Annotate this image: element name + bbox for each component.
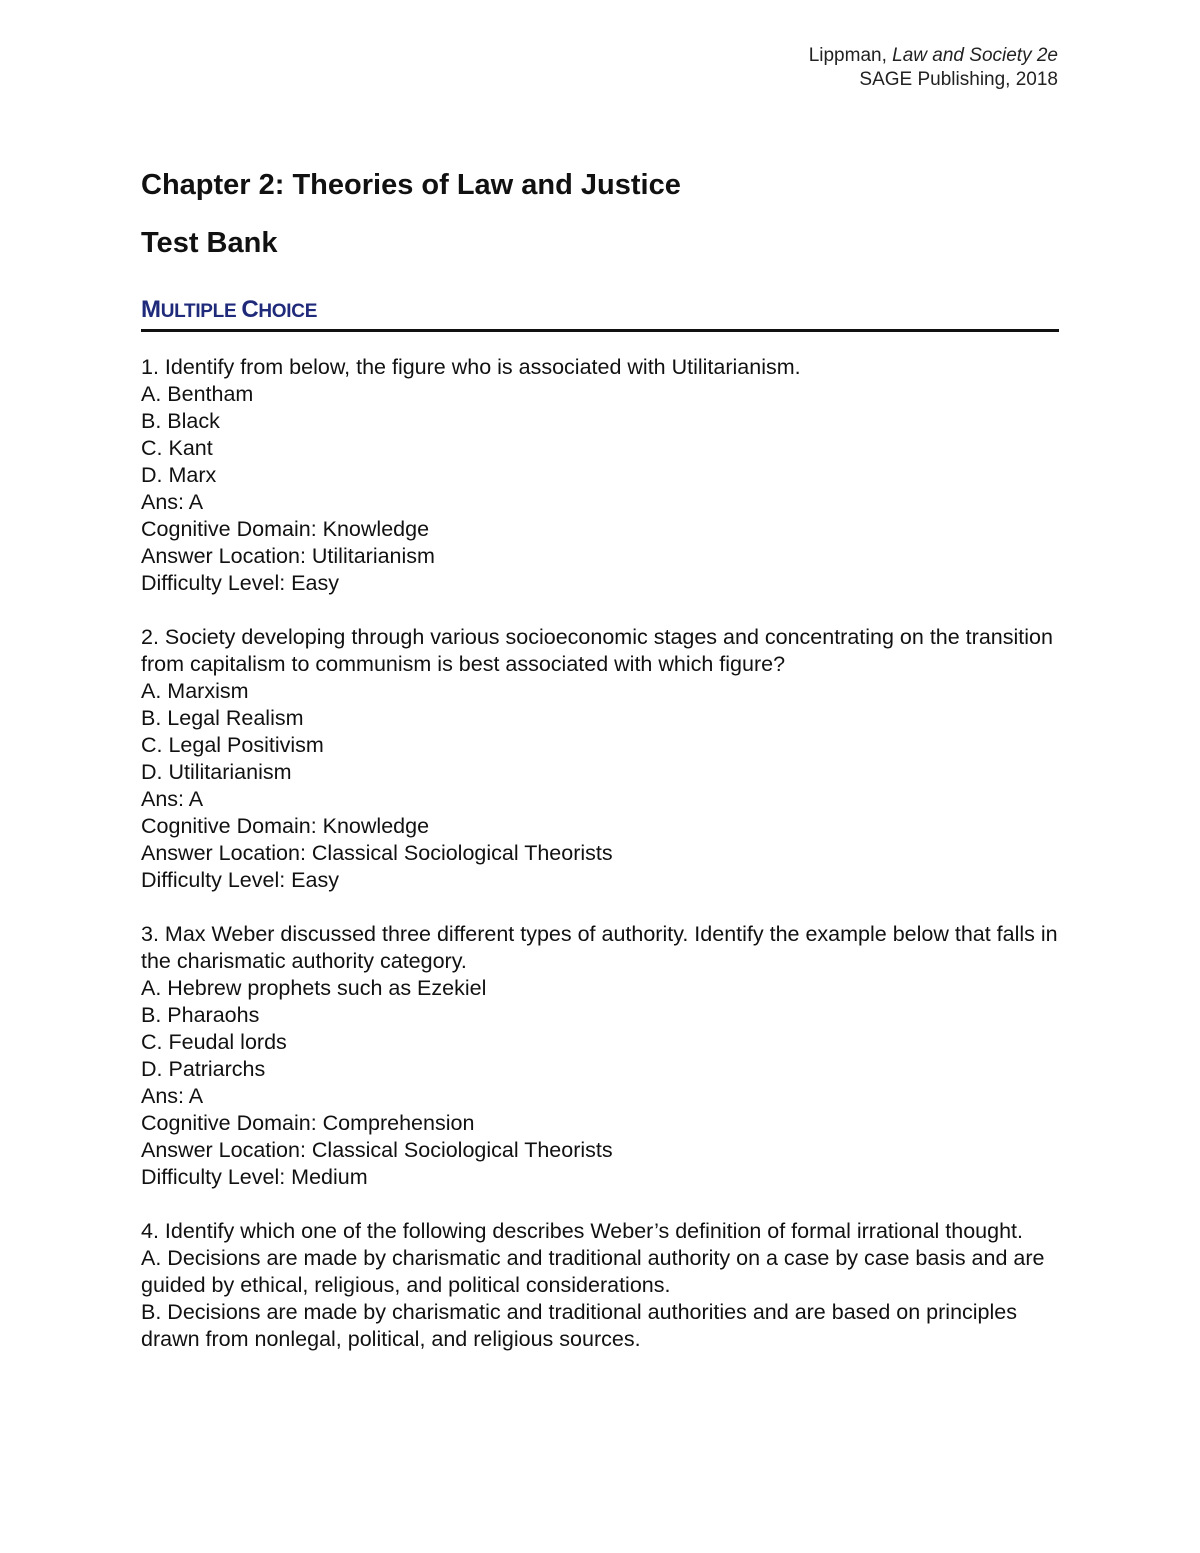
question-stem: 2. Society developing through various socioeconomic stages and concentrating on the transition from capitalism to communism is best associated with which figure? [141,625,1053,676]
answer-option: A. Marxism [141,679,249,703]
difficulty-level: Difficulty Level: Easy [141,868,339,892]
section-heading [141,297,1059,332]
answer-location: Answer Location: Utilitarianism [141,544,435,568]
difficulty-level: Difficulty Level: Easy [141,571,339,595]
answer-option: C. Feudal lords [141,1030,287,1054]
difficulty-level: Difficulty Level: Medium [141,1165,368,1189]
question-stem: 3. Max Weber discussed three different types of authority. Identify the example below that falls in the charismatic authority category. [141,922,1058,973]
cognitive-domain: Cognitive Domain: Knowledge [141,814,430,838]
answer-key: Ans: A [141,490,204,514]
question-2 [141,624,1059,894]
header-publisher: SAGE Publishing, 2018 [859,69,1058,90]
document-subtitle: Test Bank [141,227,278,259]
answer-location: Answer Location: Classical Sociological Theorists [141,1138,613,1162]
answer-option: D. Patriarchs [141,1057,266,1081]
question-list [141,354,1059,1353]
section-heading-part: ULTIPLE [160,301,242,322]
answer-option: B. Black [141,409,220,433]
header-book-title: Law and Society 2e [892,45,1058,66]
section-heading-initial-2: C [241,296,259,323]
answer-option: D. Utilitarianism [141,760,292,784]
header-citation [809,44,1058,68]
answer-option: A. Bentham [141,382,254,406]
answer-option: C. Legal Positivism [141,733,324,757]
header-author: Lippman, [808,45,893,66]
question-stem: 1. Identify from below, the figure who is associated with Utilitarianism. [141,355,801,379]
answer-location: Answer Location: Classical Sociological Theorists [141,841,613,865]
section-heading-initial: M [141,296,161,323]
answer-option: B. Decisions are made by charismatic and traditional authorities and are based on principles drawn from nonlegal, political, and religious sources. [141,1300,1017,1351]
answer-option: A. Hebrew prophets such as Ezekiel [141,976,487,1000]
document-body [141,165,1059,1380]
answer-option: C. Kant [141,436,213,460]
question-1 [141,354,1059,597]
answer-key: Ans: A [141,1084,204,1108]
answer-option: D. Marx [141,463,217,487]
answer-key: Ans: A [141,787,204,811]
running-header [809,44,1058,92]
answer-option: B. Pharaohs [141,1003,260,1027]
answer-option: B. Legal Realism [141,706,304,730]
cognitive-domain: Cognitive Domain: Knowledge [141,517,430,541]
section-heading-part-2: HOICE [258,301,318,322]
answer-option: A. Decisions are made by charismatic and traditional authority on a case by case basis and are guided by ethical, religious, and political considerations. [141,1246,1045,1297]
question-3 [141,921,1059,1191]
cognitive-domain: Cognitive Domain: Comprehension [141,1111,475,1135]
question-4 [141,1218,1059,1353]
chapter-title: Chapter 2: Theories of Law and Justice [141,169,681,201]
question-stem: 4. Identify which one of the following describes Weber’s definition of formal irrational thought. [141,1219,1023,1243]
